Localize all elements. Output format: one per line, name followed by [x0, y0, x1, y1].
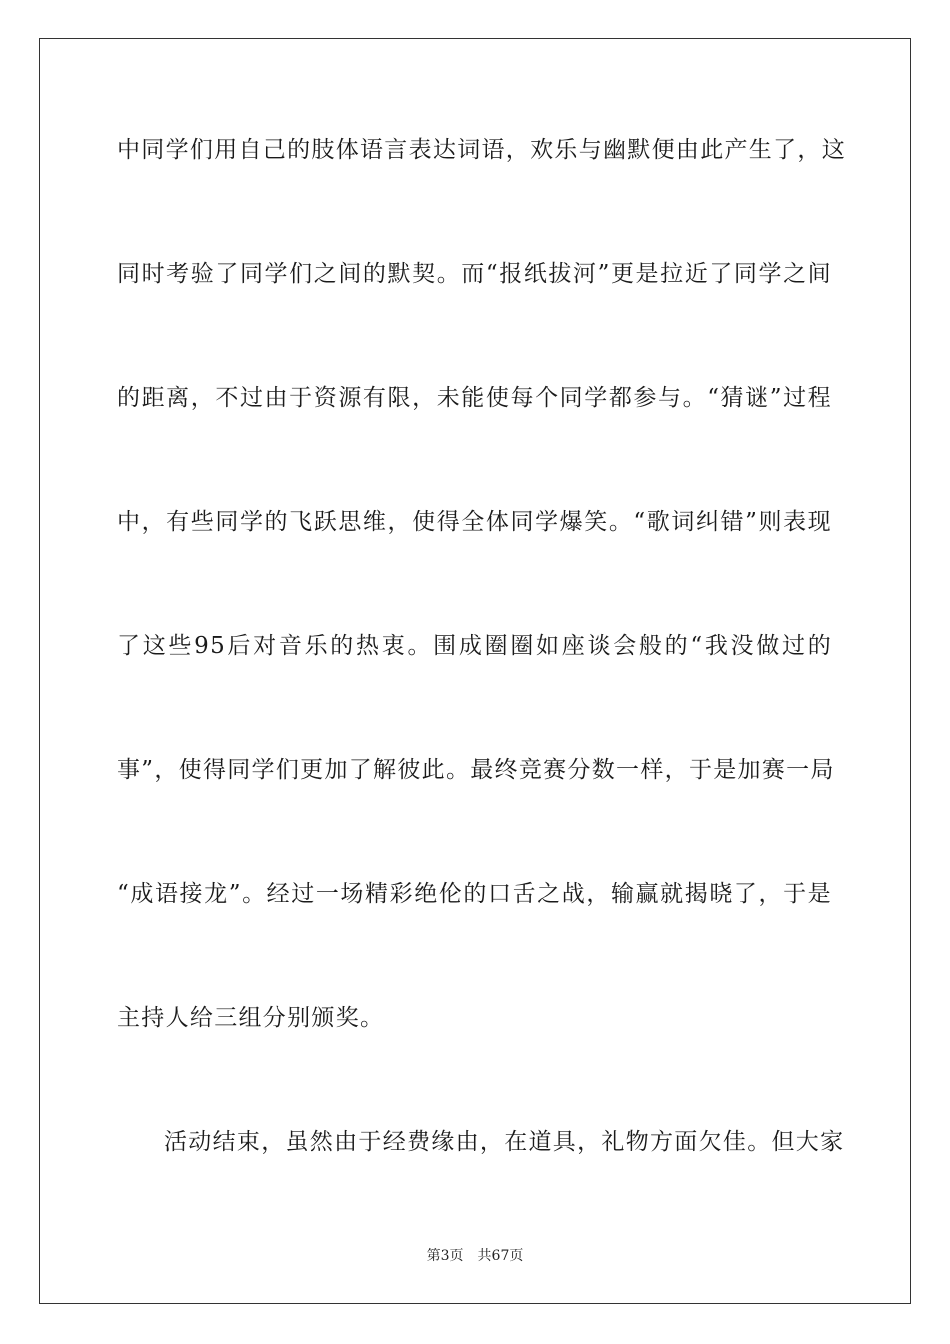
page-footer: [0, 1247, 950, 1265]
page-border: [39, 38, 911, 1304]
paragraph-line-8: 主持人给三组分别颁奖。: [117, 1005, 385, 1031]
paragraph-line-5: 了这些95后对音乐的热衷。围成圈圈如座谈会般的“我没做过的: [117, 633, 832, 659]
paragraph-line-3: 的距离，不过由于资源有限，未能使每个同学都参与。“猜谜”过程: [117, 385, 832, 411]
paragraph-line-1: 中同学们用自己的肢体语言表达词语，欢乐与幽默便由此产生了，这: [117, 137, 846, 163]
paragraph-line-9: 活动结束，虽然由于经费缘由，在道具，礼物方面欠佳。但大家: [164, 1129, 845, 1155]
page-number: 第3页: [426, 1248, 464, 1264]
paragraph-line-6: 事”，使得同学们更加了解彼此。最终竞赛分数一样，于是加赛一局: [117, 757, 835, 783]
paragraph-line-7: “成语接龙”。经过一场精彩绝伦的口舌之战，输赢就揭晓了，于是: [117, 881, 832, 907]
paragraph-line-2: 同时考验了同学们之间的默契。而“报纸拔河”更是拉近了同学之间: [117, 261, 832, 287]
page-total: 共67页: [477, 1248, 524, 1264]
paragraph-line-4: 中，有些同学的飞跃思维，使得全体同学爆笑。“歌词纠错”则表现: [117, 509, 832, 535]
